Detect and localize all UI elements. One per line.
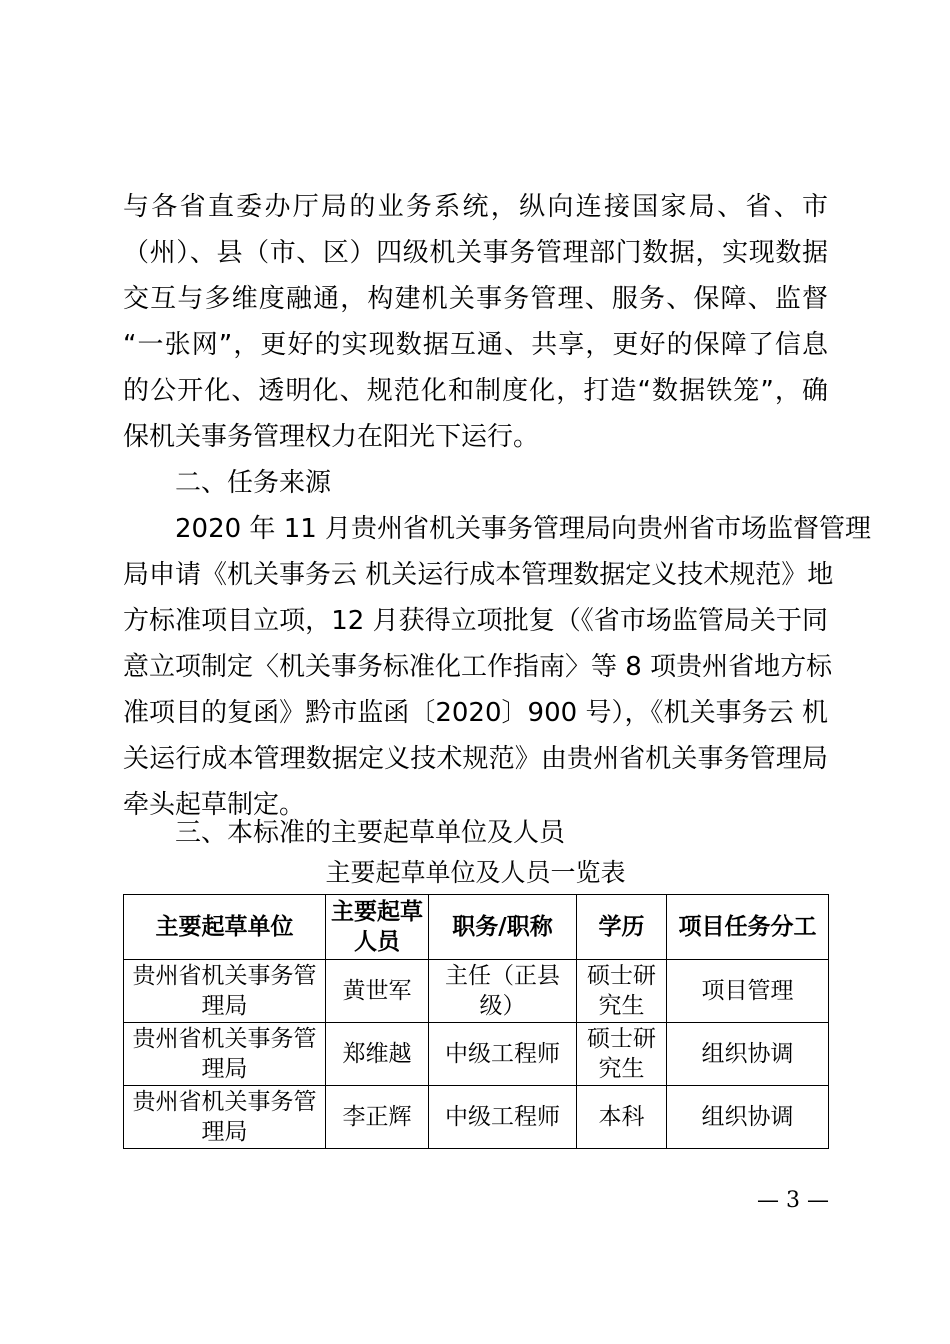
section-heading-task-source: 二、任务来源 bbox=[175, 468, 332, 498]
cell-education: 本科 bbox=[577, 1086, 667, 1149]
paragraph-line: 与各省直委办厅局的业务系统，纵向连接国家局、省、市 bbox=[123, 192, 828, 222]
header-education: 学历 bbox=[577, 895, 667, 960]
cell-title: 中级工程师 bbox=[429, 1023, 577, 1086]
header-person: 主要起草人员 bbox=[326, 895, 429, 960]
paragraph-line: 2020 年 11 月贵州省机关事务管理局向贵州省市场监督管理 bbox=[175, 514, 872, 544]
cell-role: 组织协调 bbox=[667, 1023, 829, 1086]
table-row bbox=[124, 1023, 829, 1086]
paragraph-line: 交互与多维度融通，构建机关事务管理、服务、保障、监督 bbox=[123, 284, 828, 314]
section-heading-drafters: 三、本标准的主要起草单位及人员 bbox=[175, 818, 566, 848]
paragraph-line: 意立项制定〈机关事务标准化工作指南〉等 8 项贵州省地方标 bbox=[123, 652, 833, 682]
paragraph-line: 准项目的复函》黔市监函〔2020〕900 号），《机关事务云 机 bbox=[123, 698, 828, 728]
table-header-row bbox=[124, 895, 829, 960]
header-role: 项目任务分工 bbox=[667, 895, 829, 960]
paragraph-line: 方标准项目立项，12 月获得立项批复（《省市场监管局关于同 bbox=[123, 606, 828, 636]
paragraph-line: “一张网”，更好的实现数据互通、共享，更好的保障了信息 bbox=[123, 330, 828, 360]
paragraph-line: 牵头起草制定。 bbox=[123, 790, 306, 820]
cell-education: 硕士研究生 bbox=[577, 960, 667, 1023]
cell-person: 郑维越 bbox=[326, 1023, 429, 1086]
cell-person: 李正辉 bbox=[326, 1086, 429, 1149]
page-number: — 3 — bbox=[757, 1188, 829, 1213]
paragraph-line: 的公开化、透明化、规范化和制度化，打造“数据铁笼”，确 bbox=[123, 376, 828, 406]
table-caption: 主要起草单位及人员一览表 bbox=[325, 858, 626, 887]
cell-role: 项目管理 bbox=[667, 960, 829, 1023]
cell-role: 组织协调 bbox=[667, 1086, 829, 1149]
cell-unit: 贵州省机关事务管理局 bbox=[124, 1086, 326, 1149]
table-row bbox=[124, 1086, 829, 1149]
cell-unit: 贵州省机关事务管理局 bbox=[124, 1023, 326, 1086]
table-row bbox=[124, 960, 829, 1023]
cell-title: 主任（正县级） bbox=[429, 960, 577, 1023]
cell-person: 黄世军 bbox=[326, 960, 429, 1023]
cell-title: 中级工程师 bbox=[429, 1086, 577, 1149]
header-title: 职务/职称 bbox=[429, 895, 577, 960]
cell-unit: 贵州省机关事务管理局 bbox=[124, 960, 326, 1023]
paragraph-line: 保机关事务管理权力在阳光下运行。 bbox=[123, 422, 540, 452]
cell-education: 硕士研究生 bbox=[577, 1023, 667, 1086]
drafters-table bbox=[123, 894, 829, 1149]
paragraph-line: 关运行成本管理数据定义技术规范》由贵州省机关事务管理局 bbox=[123, 744, 828, 774]
header-unit: 主要起草单位 bbox=[124, 895, 326, 960]
paragraph-line: 局申请《机关事务云 机关运行成本管理数据定义技术规范》地 bbox=[123, 560, 834, 590]
paragraph-line: （州）、县（市、区）四级机关事务管理部门数据，实现数据 bbox=[123, 238, 828, 268]
